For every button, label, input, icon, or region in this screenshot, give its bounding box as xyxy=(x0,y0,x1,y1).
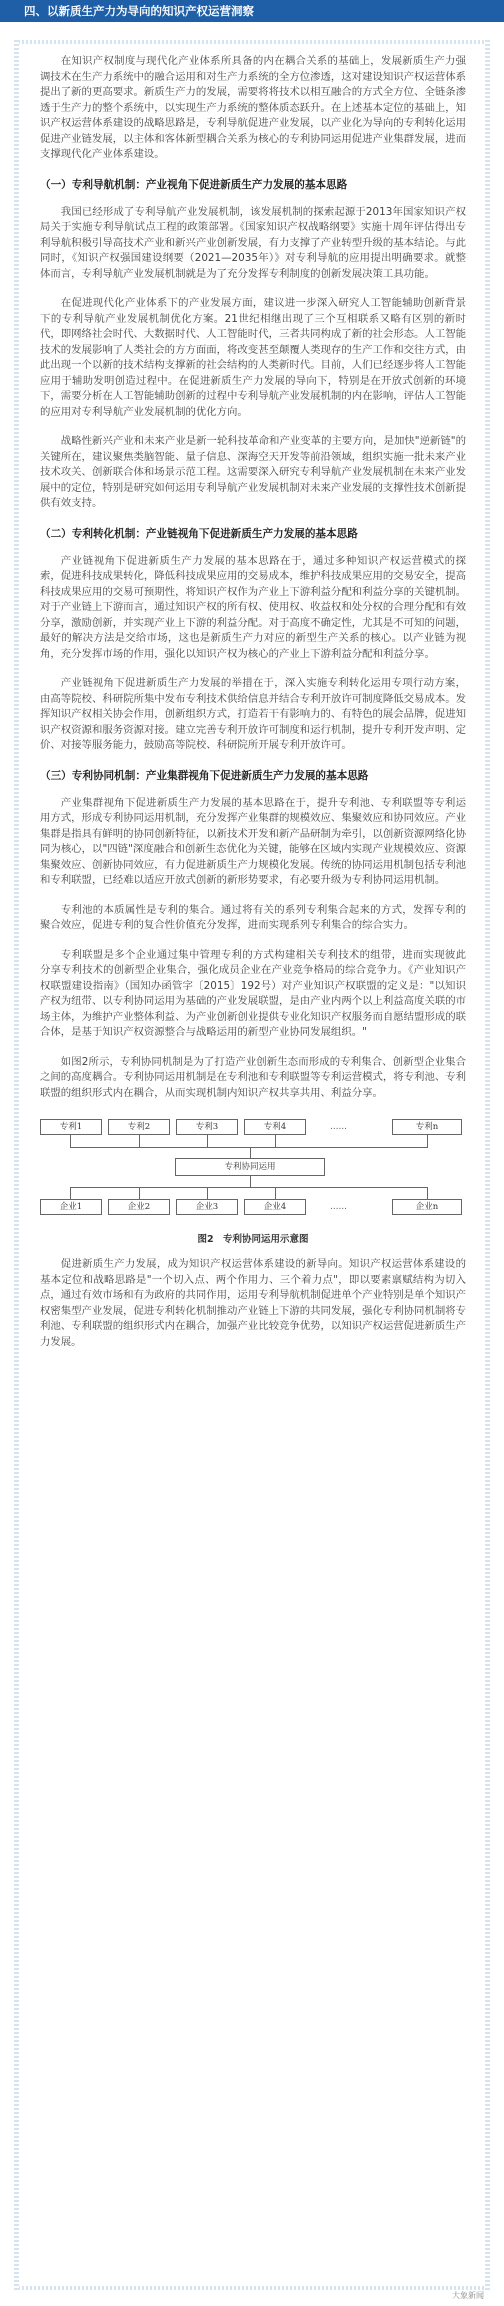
paragraph: 产业链视角下促进新质生产力发展的举措在于，深入实施专利转化运用专项行动方案，由高等院校、科研院所集中发布专利技术供给信息并结合专利开放许可制度降低交易成本。发挥知识产权相关协会作用，创新组织方式，打造若干有影响力的、有特色的展会品牌，促进知识产权资源和服务资源对接。建立完善专利开放许可制度和运行机制，提升专利开发声明、定价、对接等服务能力，鼓励高等院校、科研院所开展专利开放许可。 xyxy=(40,677,467,751)
connector xyxy=(139,1135,140,1147)
article-body xyxy=(40,54,466,1364)
connector xyxy=(275,1187,276,1199)
patent-box-2: 专利2 xyxy=(108,1119,170,1135)
company-ellipsis: …… xyxy=(330,1202,347,1212)
company-box-n: 企业n xyxy=(392,1199,462,1215)
paragraph: 专利池的本质属性是专利的集合。通过将有关的系列专利集合起来的方式，发挥专利的聚合效应，促进专利的复合性价值充分发挥，进而实现系列专利集合的综合实力。 xyxy=(40,903,466,931)
connector-horizontal-top xyxy=(70,1147,428,1148)
source-watermark: 大象新闻 xyxy=(452,2291,484,2300)
company-box-3: 企业3 xyxy=(176,1199,238,1215)
section-title: 四、以新质生产力为导向的知识产权运营洞察 xyxy=(24,4,254,18)
connector xyxy=(70,1135,71,1147)
paragraph: 产业链视角下促进新质生产力发展的基本思路在于，通过多种知识产权运营模式的探索，促进科技成果转化，降低科技成果应用的交易成本，维护科技成果应用的交易安全，提高科技成果应用的交易可预期性，将知识产权作为产业上下游利益分配和利益分享的关键机制。对于产业链上下游而言，通过知识产权的所有权、使用权、收益权和处分权的合理分配和有效分享，激励创新，并实现产业上下游的利益分配。对于高度不确定性，尤其是不可知的问题，最好的解决方法是交给市场，这也是新质生产力对应的新型生产关系的核心。以产业链为视角，充分发挥市场的作用，强化以知识产权为核心的产业上下游利益分配和利益分享。 xyxy=(40,554,467,660)
connector xyxy=(207,1187,208,1199)
connector xyxy=(70,1187,71,1199)
patent-box-3: 专利3 xyxy=(176,1119,238,1135)
closing-paragraph: 促进新质生产力发展，成为知识产权运营体系建设的新导向。知识产权运营体系建设的基本定位和战略思路是"一个切入点、两个作用力、三个着力点"，即以要素禀赋结构为切入点，通过有效市场和有为政府的共同作用，运用专利导航机制促进单个产业特别是单个知识产权密集型产业发展，促进专利转化机制推动产业链上下游的共同发展，强化专利协同机制将专利池、专利联盟的组织形式内在耦合，加强产业比较竞争优势，以知识产权运营促进新质生产力发展。 xyxy=(40,1258,467,1348)
connector xyxy=(427,1187,428,1199)
center-collaboration-box: 专利协同运用 xyxy=(175,1158,325,1176)
connector xyxy=(207,1135,208,1147)
patent-box-n: 专利n xyxy=(392,1119,462,1135)
frame-border-left xyxy=(14,40,19,2290)
intro-paragraph: 在知识产权制度与现代化产业体系所具备的内在耦合关系的基础上，发展新质生产力强调技术在生产力系统中的融合运用和对生产力系统的全方位渗透，这对建设知识产权运营体系提出了新的更高要求。新质生产力的发展，需要将将技术以相互融合的方式全方位、全链条渗透于生产力的整个系统中，以实现生产力系统的整体质态跃升。在上述基本定位的基础上，知识产权运营体系建设的战略思路是，专利导航促进产业发展，以产业化为导向的专利转化运用促进产业链发展，以主体和客体新型耦合关系为核心的专利协同运用促进产业集群发展，进而支撑现代化产业体系建设。 xyxy=(40,55,467,160)
connector xyxy=(427,1135,428,1147)
heading-patent-conversion: （二）专利转化机制：产业链视角下促进新质生产力发展的基本思路 xyxy=(40,527,358,540)
heading-patent-navigation: （一）专利导航机制：产业视角下促进新质生产力发展的基本思路 xyxy=(40,178,348,191)
paragraph: 战略性新兴产业和未来产业是新一轮科技革命和产业变革的主要方向，是加快"逆新链"的关键所在，建议聚焦类脑智能、量子信息、深海空天开发等前沿领域，组织实施一批未来产业技术攻关、创新联合体和场景示范工程。这需要深入研究专利导航产业发展机制在未来产业发展中的定位，特别是研究如何运用专利导航产业发展机制对未来产业发展的支撑性技术创新提供有效支持。 xyxy=(40,435,467,509)
paragraph: 专利联盟是多个企业通过集中管理专利的方式构建相关专利技术的组带，进而实现彼此分享专利技术的创新型企业集合，强化成员企业在产业竞争格局的综合竞争力。《产业知识产权联盟建设指南》（国知办函管字〔2015〕192号）对产业知识产权联盟的定义是："以知识产权为纽带、以专利协同运用为基础的产业发展联盟，是由产业内两个以上利益高度关联的市场主体，为维护产业整体利益、为产业创新创业提供专业化知识产权服务而自愿结盟形成的联合体，是基于知识产权资源整合与战略运用的新型产业协同发展组织。" xyxy=(40,948,467,1038)
frame-border-top xyxy=(14,40,490,44)
connector xyxy=(250,1147,251,1158)
frame-border-bottom xyxy=(14,2286,490,2290)
paragraph: 如图2所示，专利协同机制是为了打造产业创新生态而形成的专利集合、创新型企业集合之间的高度耦合。专利协同运用机制是在专利池和专利联盟等专利运营模式，将专利池、专利联盟的组织形式内在耦合，从而实现机制内知识产权共享共用、利益分享。 xyxy=(40,1055,467,1099)
figure-caption: 图2 专利协同运用示意图 xyxy=(197,1234,309,1245)
company-box-1: 企业1 xyxy=(40,1199,102,1215)
connector xyxy=(250,1176,251,1187)
heading-patent-collaboration: （三）专利协同机制：产业集群视角下促进新质生产力发展的基本思路 xyxy=(40,769,369,782)
patent-ellipsis: …… xyxy=(330,1122,347,1132)
paragraph: 在促进现代化产业体系下的产业发展方面，建议进一步深入研究人工智能辅助创新背景下的专利导航产业发展机制优化方案。21世纪相继出现了三个互相联系又略有区别的新时代，即网络社会时代、大数据时代、人工智能时代，三者共同构成了新的社会形态。人工智能技术的发展影响了人类社会的方方面面，将改变甚至颠覆人类现存的生产工作和交往方式，由此出现一个以新的技术结构支撑新的社会结构的人类新时代。目前，人们已经逐步将人工智能应用于辅助发明创造过程中。在促进新质生产力发展的导向下，特别是在开放式创新的环境下，需要分析在人工智能辅助创新的过程中专利导航产业发展机制的内在影响，评估人工智能的应用对专利导航产业发展机制的优化方向。 xyxy=(40,297,467,418)
connector xyxy=(275,1135,276,1147)
connector xyxy=(139,1187,140,1199)
connector-horizontal-bottom xyxy=(70,1187,428,1188)
paragraph: 我国已经形成了专利导航产业发展机制，该发展机制的探索起源于2013年国家知识产权局关于实施专利导航试点工程的政策部署。《国家知识产权战略纲要》实施十周年评估得出专利导航积极引导高技术产业和新兴产业创新发展，有力支撑了产业转型升级的基本结论。与此同时，《知识产权强国建设纲要（2021—2035年）》对专利导航的应用提出明确要求。就整体而言，专利导航产业发展机制就是为了充分发挥专利制度的创新发展决策工具功能。 xyxy=(40,205,467,280)
frame-border-right xyxy=(485,40,490,2290)
company-box-2: 企业2 xyxy=(108,1199,170,1215)
patent-box-4: 专利4 xyxy=(244,1119,306,1135)
company-box-4: 企业4 xyxy=(244,1199,306,1215)
patent-box-1: 专利1 xyxy=(40,1119,102,1135)
paragraph: 产业集群视角下促进新质生产力发展的基本思路在于，提升专利池、专利联盟等专利运用方式，形成专利协同运用机制，充分发挥产业集群的规模效应、集聚效应和协同效应。产业集群是指具有鲜明的协同创新特征，以新技术开发和新产品研制为牵引，以创新资源网络化协同为核心，以"四链"深度融合和创新生态优化为关键，能够在区域内实现产业规模效应、资源集聚效应、创新协同效应，有力促进新质生产力规模化发展。传统的协同运用机制包括专利池和专利联盟，已经难以适应开放式创新的新形势要求，有必要升级为专利协同运用机制。 xyxy=(40,796,467,886)
patent-collaboration-diagram xyxy=(40,1115,466,1225)
section-banner xyxy=(0,0,504,22)
